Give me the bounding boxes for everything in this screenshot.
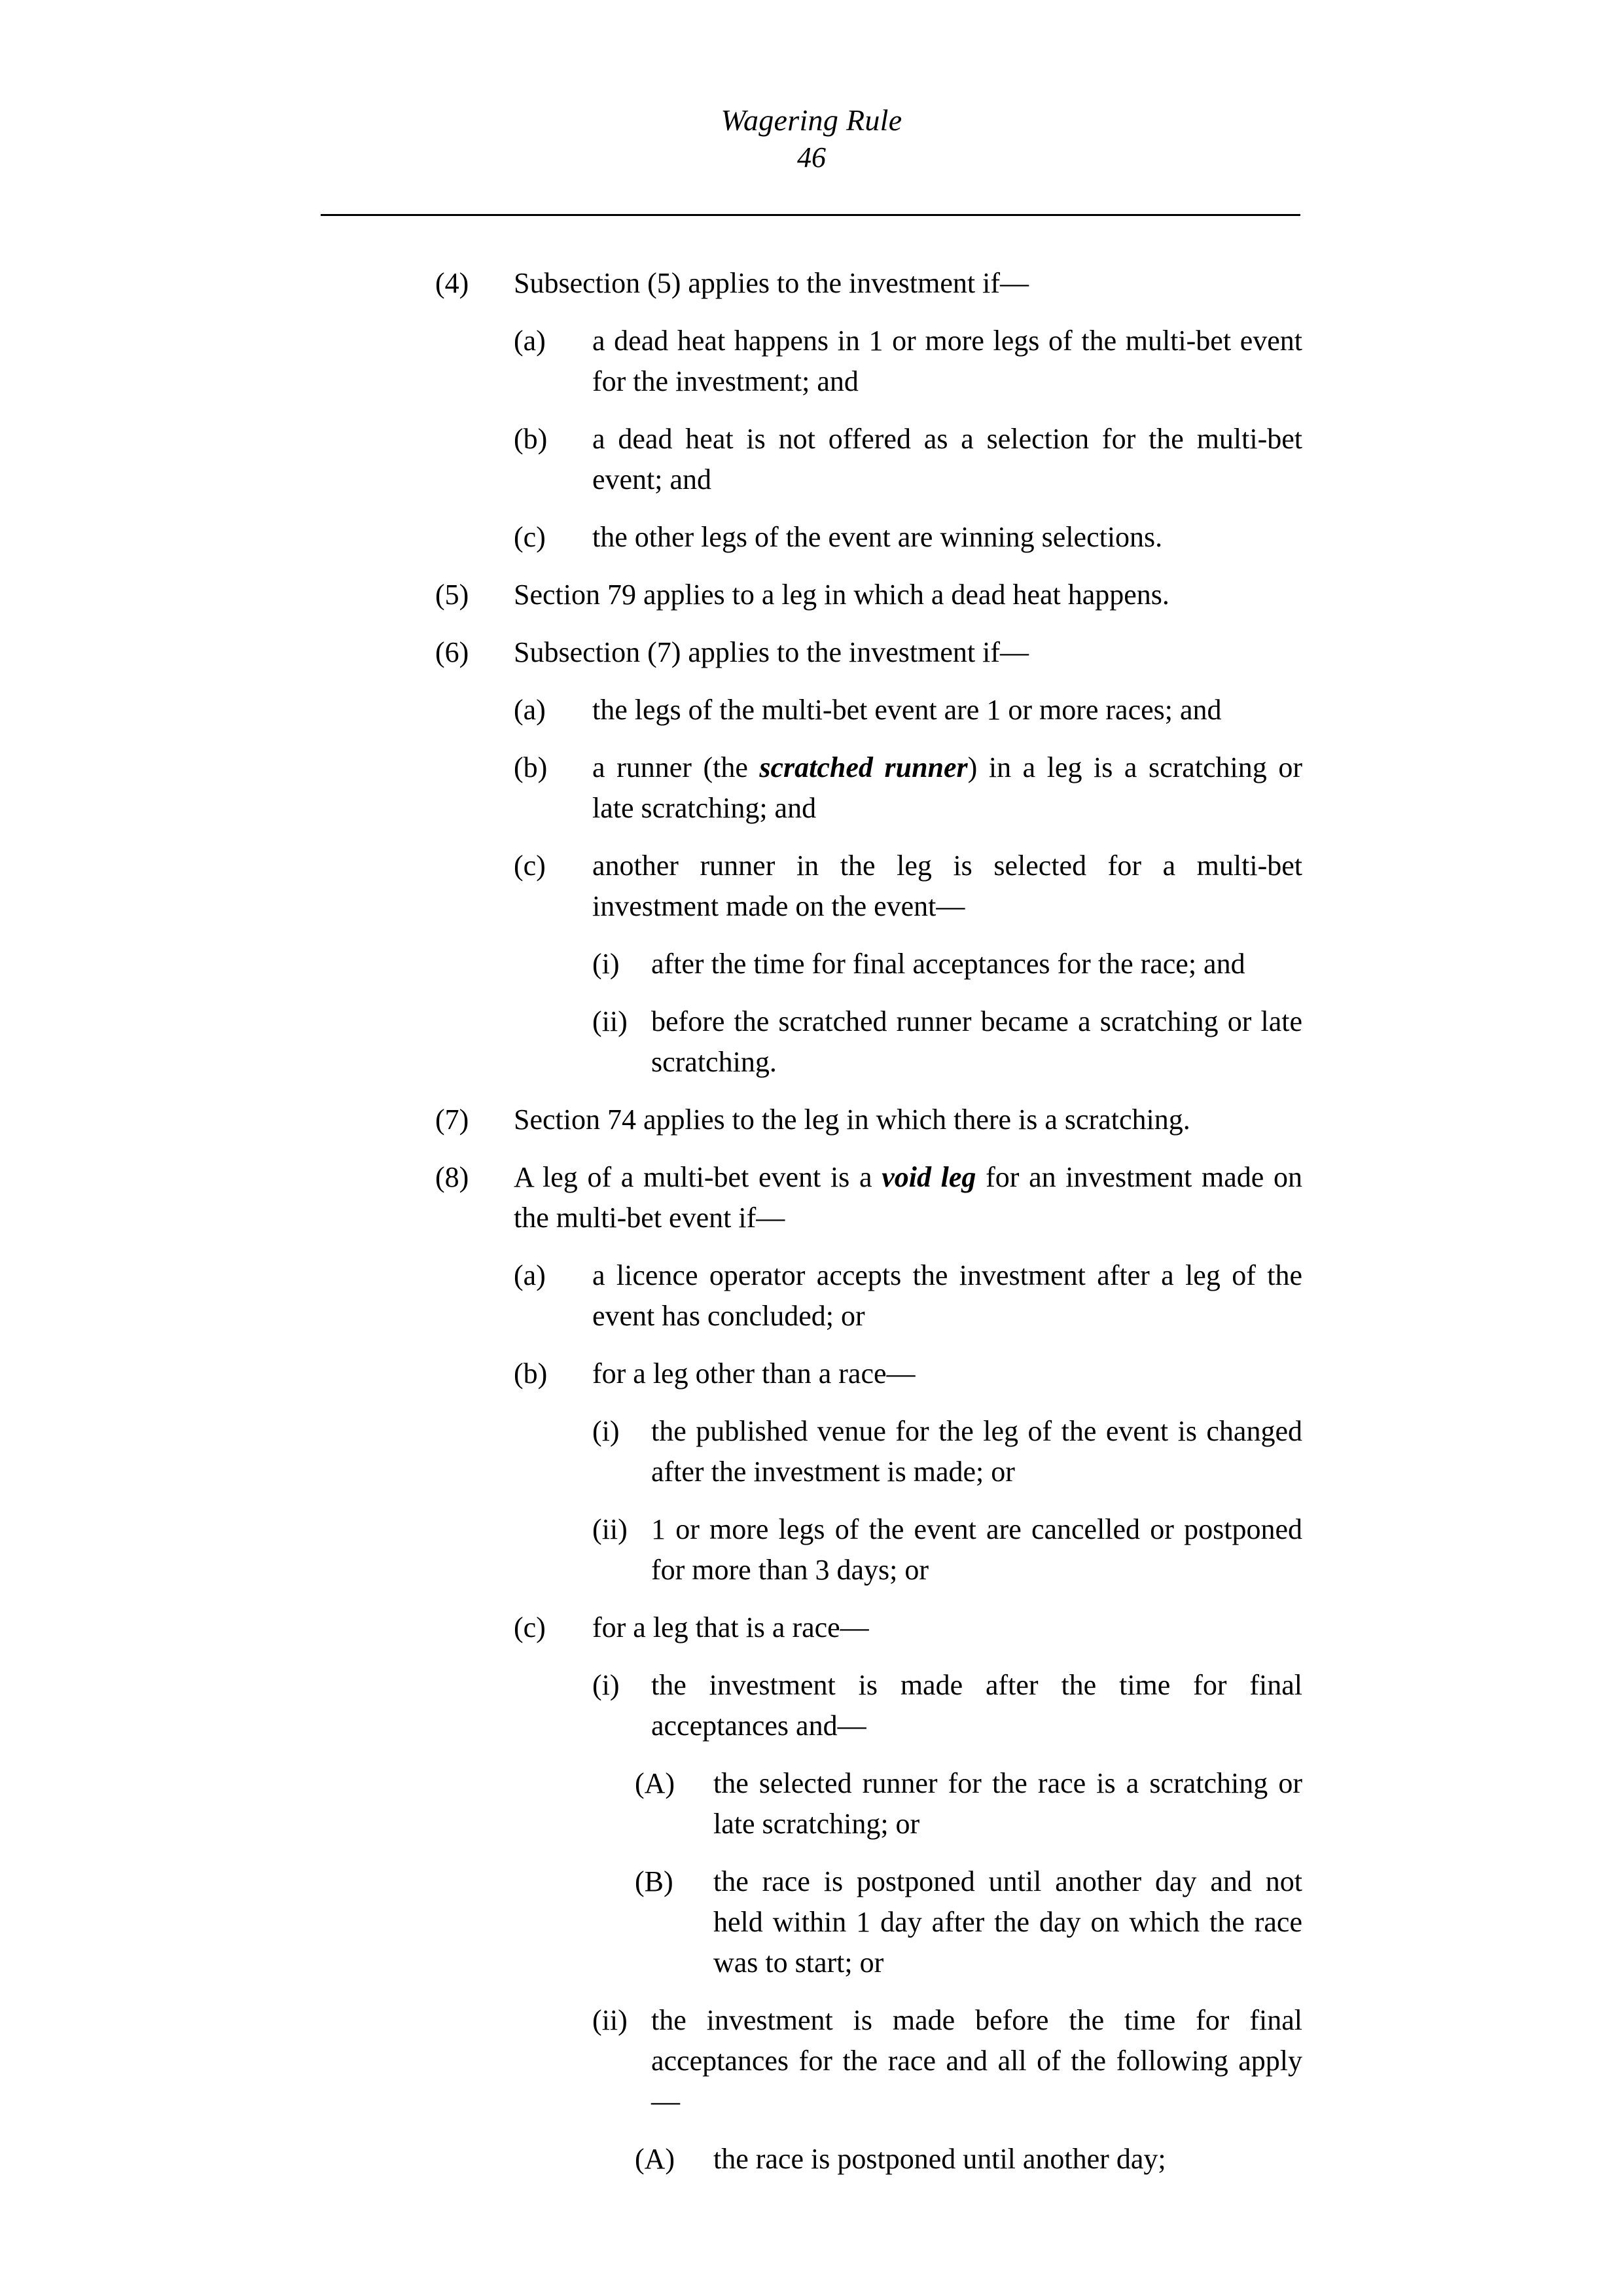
clause-paragraph [435,632,1302,673]
clause-paragraph [435,263,1302,304]
clause-text: a runner (the scratched runner) in a leg is a scratching or late scratching; and [592,751,1302,824]
clause-marker: (7) [435,1103,469,1136]
header-title: Wagering Rule [721,103,902,137]
clause-paragraph [514,846,1302,927]
clause-text: the race is postponed until another day; [713,2143,1166,2175]
clause-paragraph [514,747,1302,829]
clause-marker: (a) [514,1259,546,1291]
clause-paragraph [635,2139,1302,2179]
clause-text: Section 79 applies to a leg in which a dead heat happens. [514,579,1169,611]
clause-paragraph [592,1665,1302,1746]
page-header [0,101,1623,176]
clause-text: a dead heat happens in 1 or more legs of the multi-bet event for the investment; and [592,325,1302,397]
header-divider [321,214,1300,216]
clause-text: a dead heat is not offered as a selection for the multi-bet event; and [592,423,1302,495]
clause-marker: (i) [592,1415,620,1447]
clause-marker: (b) [514,1357,548,1390]
clause-paragraph [514,517,1302,558]
clause-text: a licence operator accepts the investment after a leg of the event has concluded; or [592,1259,1302,1332]
clause-marker: (4) [435,267,469,299]
clause-paragraph [592,1509,1302,1590]
clause-paragraph [592,1411,1302,1492]
clause-marker: (c) [514,850,546,882]
clause-paragraph [635,1763,1302,1844]
clause-marker: (5) [435,579,469,611]
clause-marker: (ii) [592,1005,628,1037]
page-number: 46 [797,141,826,173]
clause-paragraph [592,2000,1302,2122]
clause-text: the selected runner for the race is a scratching or late scratching; or [713,1767,1302,1840]
clause-text: the investment is made after the time for final acceptances and— [651,1669,1302,1742]
clause-paragraph [435,1100,1302,1140]
clause-text: 1 or more legs of the event are cancelled or postponed for more than 3 days; or [651,1513,1302,1586]
clause-text: after the time for final acceptances for the race; and [651,948,1245,980]
clause-paragraph [514,1354,1302,1394]
clause-marker: (i) [592,948,620,980]
clause-marker: (a) [514,325,546,357]
clause-marker: (a) [514,694,546,726]
defined-term: scratched runner [759,751,968,783]
clause-marker: (A) [635,2143,675,2175]
clause-paragraph [592,1001,1302,1083]
clause-text: the other legs of the event are winning selections. [592,521,1163,553]
clause-marker: (B) [635,1865,673,1897]
clause-marker: (b) [514,751,548,783]
clause-paragraph [514,321,1302,402]
clause-marker: (8) [435,1161,469,1193]
clause-paragraph [514,1255,1302,1336]
clause-text: Subsection (7) applies to the investment if— [514,636,1029,668]
clause-paragraph [435,1157,1302,1238]
clause-text: another runner in the leg is selected for a multi-bet investment made on the event— [592,850,1302,922]
clause-paragraph [592,944,1302,984]
clause-text: for a leg that is a race— [592,1611,869,1643]
clause-text: the published venue for the leg of the event is changed after the investment is made; or [651,1415,1302,1488]
clause-marker: (6) [435,636,469,668]
clause-marker: (ii) [592,1513,628,1545]
clause-paragraph [635,1861,1302,1983]
clause-text: Section 74 applies to the leg in which there is a scratching. [514,1103,1190,1136]
clause-text: the investment is made before the time for final acceptances for the race and all of the following apply— [651,2004,1302,2117]
clause-text: for a leg other than a race— [592,1357,916,1390]
clause-paragraph [514,419,1302,500]
clause-marker: (ii) [592,2004,628,2036]
document-body [0,263,1623,2197]
clause-text: before the scratched runner became a scratching or late scratching. [651,1005,1302,1078]
clause-marker: (A) [635,1767,675,1799]
clause-marker: (i) [592,1669,620,1701]
clause-paragraph [435,575,1302,615]
clause-text: Subsection (5) applies to the investment if— [514,267,1029,299]
clause-marker: (c) [514,1611,546,1643]
clause-paragraph [514,690,1302,730]
clause-text: A leg of a multi-bet event is a void leg for an investment made on the multi-bet event if— [514,1161,1303,1234]
clause-text: the race is postponed until another day and not held within 1 day after the day on which the race was to start; or [713,1865,1302,1979]
clause-text: the legs of the multi-bet event are 1 or more races; and [592,694,1222,726]
clause-paragraph [514,1607,1302,1648]
clause-marker: (b) [514,423,548,455]
defined-term: void leg [882,1161,976,1193]
clause-marker: (c) [514,521,546,553]
